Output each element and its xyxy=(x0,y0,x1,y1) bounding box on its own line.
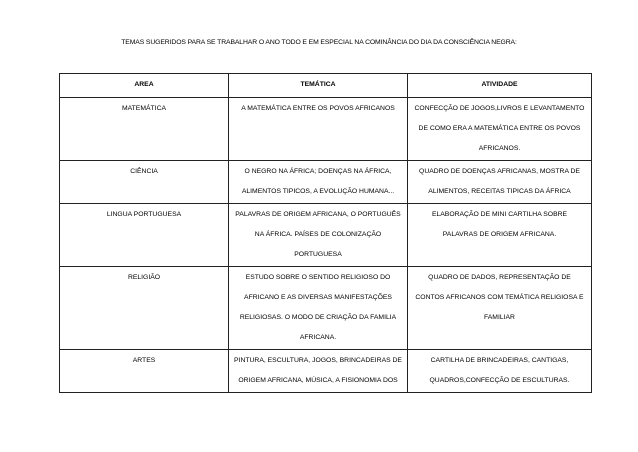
cell-tematica xyxy=(229,161,408,204)
tematica-text-line: AFRICANO E AS DIVERSAS MANIFESTAÇÕES xyxy=(244,294,392,301)
cell-area xyxy=(60,98,229,161)
cell-atividade xyxy=(408,350,592,393)
tematica-text-line: A MATEMÁTICA ENTRE OS POVOS AFRICANOS xyxy=(241,105,395,112)
header-atividade: ATIVIDADE xyxy=(408,74,592,98)
header-tematica: TEMÁTICA xyxy=(229,74,408,98)
tematica-text-line: PINTURA, ESCULTURA, JOGOS, BRINCADEIRAS DE xyxy=(234,357,402,364)
tematica-text-line: NA ÁFRICA. PAÍSES DE COLONIZAÇÃO xyxy=(254,231,382,238)
header-area: AREA xyxy=(60,74,229,98)
atividade-text-line: QUADRO DE DOENÇAS AFRICANAS, MOSTRA DE xyxy=(419,168,580,175)
area-text-line: ARTES xyxy=(132,357,156,364)
tematica-text-line: AFRICANA. xyxy=(299,334,337,341)
cell-atividade xyxy=(408,204,592,267)
tematica-text-line: ORIGEM AFRICANA, MÚSICA, A FISIONOMIA DOS xyxy=(238,377,398,384)
cell-tematica xyxy=(229,350,408,393)
cell-atividade xyxy=(408,161,592,204)
atividade-text-line: QUADRO DE DADOS, REPRESENTAÇÃO DE xyxy=(428,274,571,281)
atividade-text-line: QUADROS,CONFECÇÃO DE ESCULTURAS. xyxy=(429,377,570,384)
atividade-text-line: FAMILIAR xyxy=(484,314,515,321)
table-header-row xyxy=(60,74,592,98)
atividade-text-line: AFRICANOS. xyxy=(478,145,521,152)
cell-area xyxy=(60,350,229,393)
atividade-text-line: ALIMENTOS, RECEITAS TIPICAS DA ÁFRICA xyxy=(428,188,571,195)
table-body xyxy=(60,98,592,393)
table-row xyxy=(60,267,592,350)
tematica-text-line: O NEGRO NA ÁFRICA; DOENÇAS NA ÁFRICA, xyxy=(244,168,392,175)
area-text-line: LINGUA PORTUGUESA xyxy=(106,211,182,218)
table-row xyxy=(60,204,592,267)
atividade-text-line: CONTOS AFRICANOS COM TEMÁTICA RELIGIOSA E xyxy=(415,294,584,301)
atividade-text-line: CONFECÇÃO DE JOGOS,LIVROS E LEVANTAMENTO xyxy=(414,105,585,112)
area-text-line: CIÊNCIA xyxy=(130,168,158,175)
atividade-text-line: PALAVRAS DE ORIGEM AFRICANA. xyxy=(442,231,557,238)
tematica-text-line: RELIGIOSAS. O MODO DE CRIAÇÃO DA FAMILIA xyxy=(239,314,397,321)
cell-atividade xyxy=(408,267,592,350)
table-row xyxy=(60,98,592,161)
themes-table xyxy=(59,73,592,393)
cell-area xyxy=(60,204,229,267)
atividade-text-line: ELABORAÇÃO DE MINI CARTILHA SOBRE xyxy=(431,211,568,218)
tematica-text-line: ESTUDO SOBRE O SENTIDO RELIGIOSO DO xyxy=(245,274,391,281)
atividade-text-line: DE COMO ERA A MATEMÁTICA ENTRE OS POVOS xyxy=(418,125,581,132)
cell-tematica xyxy=(229,98,408,161)
cell-tematica xyxy=(229,204,408,267)
table-row xyxy=(60,350,592,393)
cell-tematica xyxy=(229,267,408,350)
area-text-line: RELIGIÃO xyxy=(127,274,161,281)
cell-atividade xyxy=(408,98,592,161)
tematica-text-line: PALAVRAS DE ORIGEM AFRICANA, O PORTUGUÊS xyxy=(235,211,401,218)
area-text-line: MATEMÁTICA xyxy=(121,105,167,112)
cell-area xyxy=(60,161,229,204)
table-row xyxy=(60,161,592,204)
cell-area xyxy=(60,267,229,350)
atividade-text-line: CARTILHA DE BRINCADEIRAS, CANTIGAS, xyxy=(430,357,569,364)
document-heading: TEMAS SUGERIDOS PARA SE TRABALHAR O ANO TODO E EM ESPECIAL NA COMINÂNCIA DO DIA DA CONSCIÊNCIA NEGRA: xyxy=(121,39,517,46)
tematica-text-line: PORTUGUESA xyxy=(294,251,342,258)
tematica-text-line: ALIMENTOS TIPICOS, A EVOLUÇÃO HUMANA... xyxy=(241,188,395,195)
